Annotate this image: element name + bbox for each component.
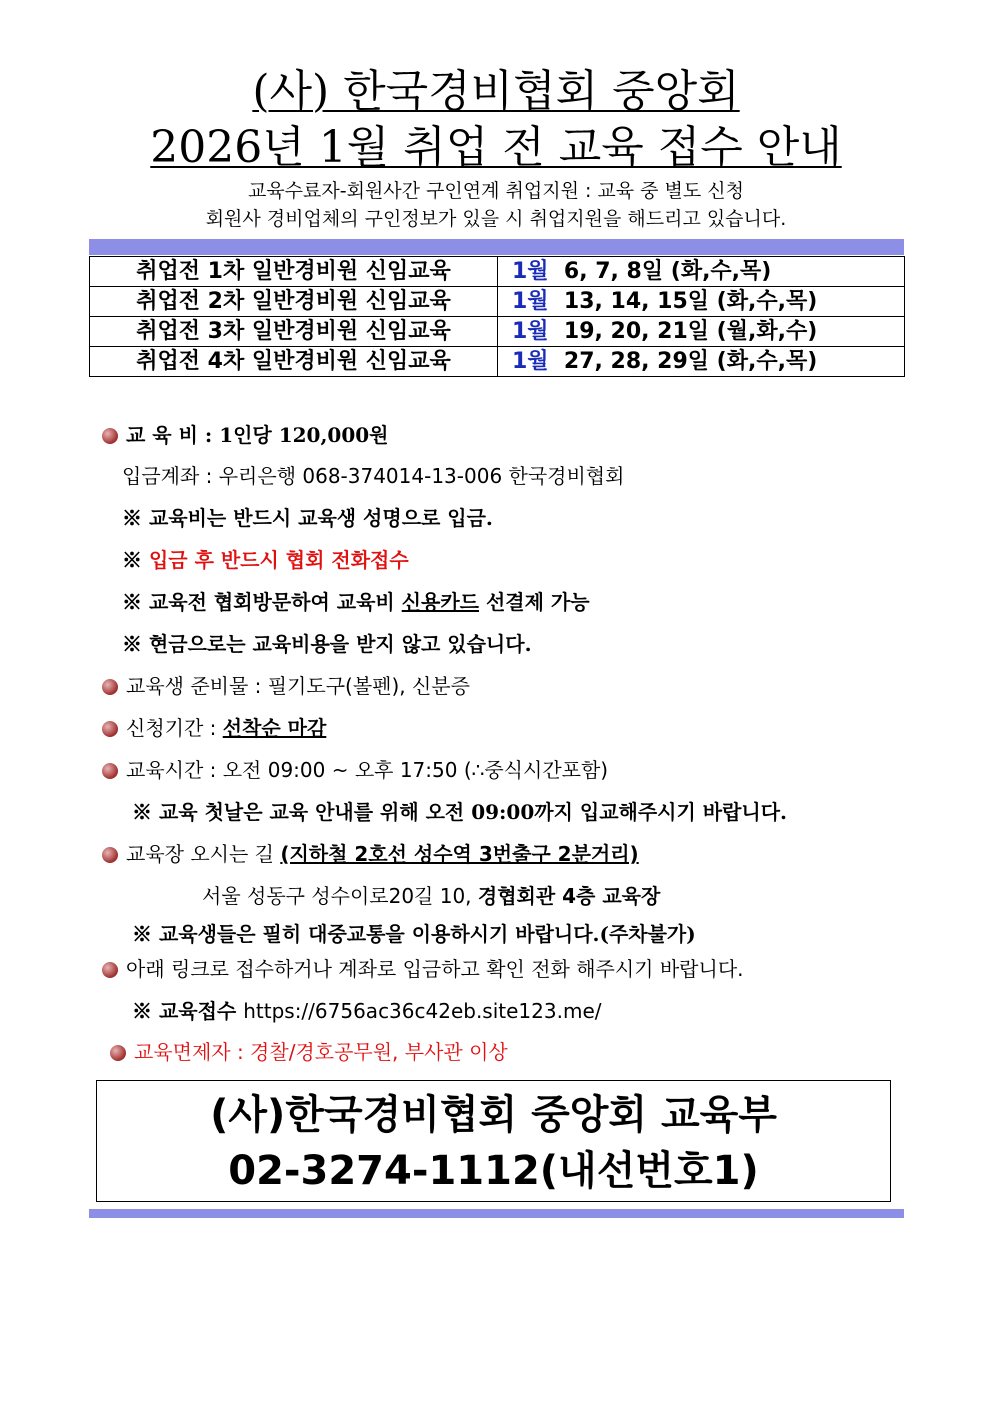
note-card-suffix: 선결제 가능 xyxy=(478,590,590,614)
note-card-payment xyxy=(122,588,590,616)
course-days: 27, 28, 29일 (화,수,목) xyxy=(563,348,818,374)
supplies-text: 교육생 준비물 : 필기도구(볼펜), 신분증 xyxy=(126,674,470,698)
supplies-line xyxy=(102,672,470,700)
directions-label: 교육장 오시는 길 xyxy=(126,842,281,866)
time-note: ※ 교육 첫날은 교육 안내를 위해 오전 09:00까지 입교해주시기 바랍니다. xyxy=(132,800,787,824)
subtitle-line-2: 회원사 경비업체의 구인정보가 있을 시 취업지원을 해드리고 있습니다. xyxy=(205,208,787,230)
bullet-icon xyxy=(102,763,118,779)
fee-text: 교 육 비 : 1인당 120,000원 xyxy=(126,423,389,447)
period-value: 선착순 마감 xyxy=(222,716,327,740)
title-line-1: (사) 한국경비협회 중앙회 xyxy=(252,66,740,117)
bullet-icon xyxy=(110,1045,126,1061)
contact-box xyxy=(96,1080,891,1202)
course-month: 1월 xyxy=(512,258,549,284)
course-dates xyxy=(498,257,905,287)
contact-org: (사)한국경비협회 중앙회 교육부 xyxy=(210,1092,777,1138)
fee-line xyxy=(102,421,389,449)
course-days: 13, 14, 15일 (화,수,목) xyxy=(563,288,818,314)
note-no-cash: ※ 현금으로는 교육비용을 받지 않고 있습니다. xyxy=(122,632,532,656)
course-name: 취업전 4차 일반경비원 신임교육 xyxy=(90,347,498,377)
note-card-word: 신용카드 xyxy=(401,590,479,614)
period-label: 신청기간 : xyxy=(126,716,223,740)
note-mark: ※ xyxy=(122,548,149,572)
period-line xyxy=(102,714,326,742)
note-card-prefix: ※ 교육전 협회방문하여 교육비 xyxy=(122,590,402,614)
note-name-deposit: ※ 교육비는 반드시 교육생 성명으로 입금. xyxy=(122,506,493,530)
note-red-text: 입금 후 반드시 협회 전화접수 xyxy=(148,548,409,572)
address-line xyxy=(202,882,660,910)
account-line: 입금계좌 : 우리은행 068-374014-13-006 한국경비협회 xyxy=(122,464,625,488)
apply-line xyxy=(102,955,744,983)
course-dates xyxy=(498,347,905,377)
course-days: 6, 7, 8일 (화,수,목) xyxy=(563,258,772,284)
course-dates xyxy=(498,287,905,317)
title-line-2: 2026년 1월 취업 전 교육 접수 안내 xyxy=(150,122,842,173)
course-name: 취업전 1차 일반경비원 신임교육 xyxy=(90,257,498,287)
bullet-icon xyxy=(102,679,118,695)
schedule-row xyxy=(90,287,905,317)
bottom-divider-bar xyxy=(89,1209,904,1218)
address-prefix: 서울 성동구 성수이로20길 10, xyxy=(202,884,478,908)
course-dates xyxy=(498,317,905,347)
course-days: 19, 20, 21일 (월,화,수) xyxy=(563,318,818,344)
directions-value: (지하철 2호선 성수역 3번출구 2분거리) xyxy=(280,842,639,866)
course-month: 1월 xyxy=(512,318,549,344)
transit-note: ※ 교육생들은 필히 대중교통을 이용하시기 바랍니다.(주차불가) xyxy=(132,922,696,946)
exempt-text: 교육면제자 : 경찰/경호공무원, 부사관 이상 xyxy=(134,1040,508,1064)
bullet-icon xyxy=(102,962,118,978)
schedule-row xyxy=(90,347,905,377)
bullet-icon xyxy=(102,428,118,444)
exempt-line xyxy=(110,1038,508,1066)
time-line xyxy=(102,756,608,784)
registration-link[interactable]: https://6756ac36c42eb.site123.me/ xyxy=(243,999,602,1023)
schedule-row xyxy=(90,257,905,287)
course-name: 취업전 3차 일반경비원 신임교육 xyxy=(90,317,498,347)
top-divider-bar xyxy=(89,239,904,255)
course-month: 1월 xyxy=(512,288,549,314)
course-month: 1월 xyxy=(512,348,549,374)
contact-phone: 02-3274-1112(내선번호1) xyxy=(228,1148,759,1194)
schedule-row xyxy=(90,317,905,347)
address-venue: 경협회관 4층 교육장 xyxy=(477,884,661,908)
course-name: 취업전 2차 일반경비원 신임교육 xyxy=(90,287,498,317)
link-label: ※ 교육접수 xyxy=(132,999,244,1023)
note-phone-confirm xyxy=(122,546,409,574)
directions-line xyxy=(102,840,639,868)
apply-text: 아래 링크로 접수하거나 계좌로 입금하고 확인 전화 해주시기 바랍니다. xyxy=(126,957,744,981)
bullet-icon xyxy=(102,721,118,737)
bullet-icon xyxy=(102,847,118,863)
subtitle-line-1: 교육수료자-회원사간 구인연계 취업지원 : 교육 중 별도 신청 xyxy=(247,180,745,202)
time-text: 교육시간 : 오전 09:00 ~ 오후 17:50 (∴중식시간포함) xyxy=(126,758,609,782)
schedule-table xyxy=(89,256,905,377)
link-line xyxy=(132,997,602,1025)
